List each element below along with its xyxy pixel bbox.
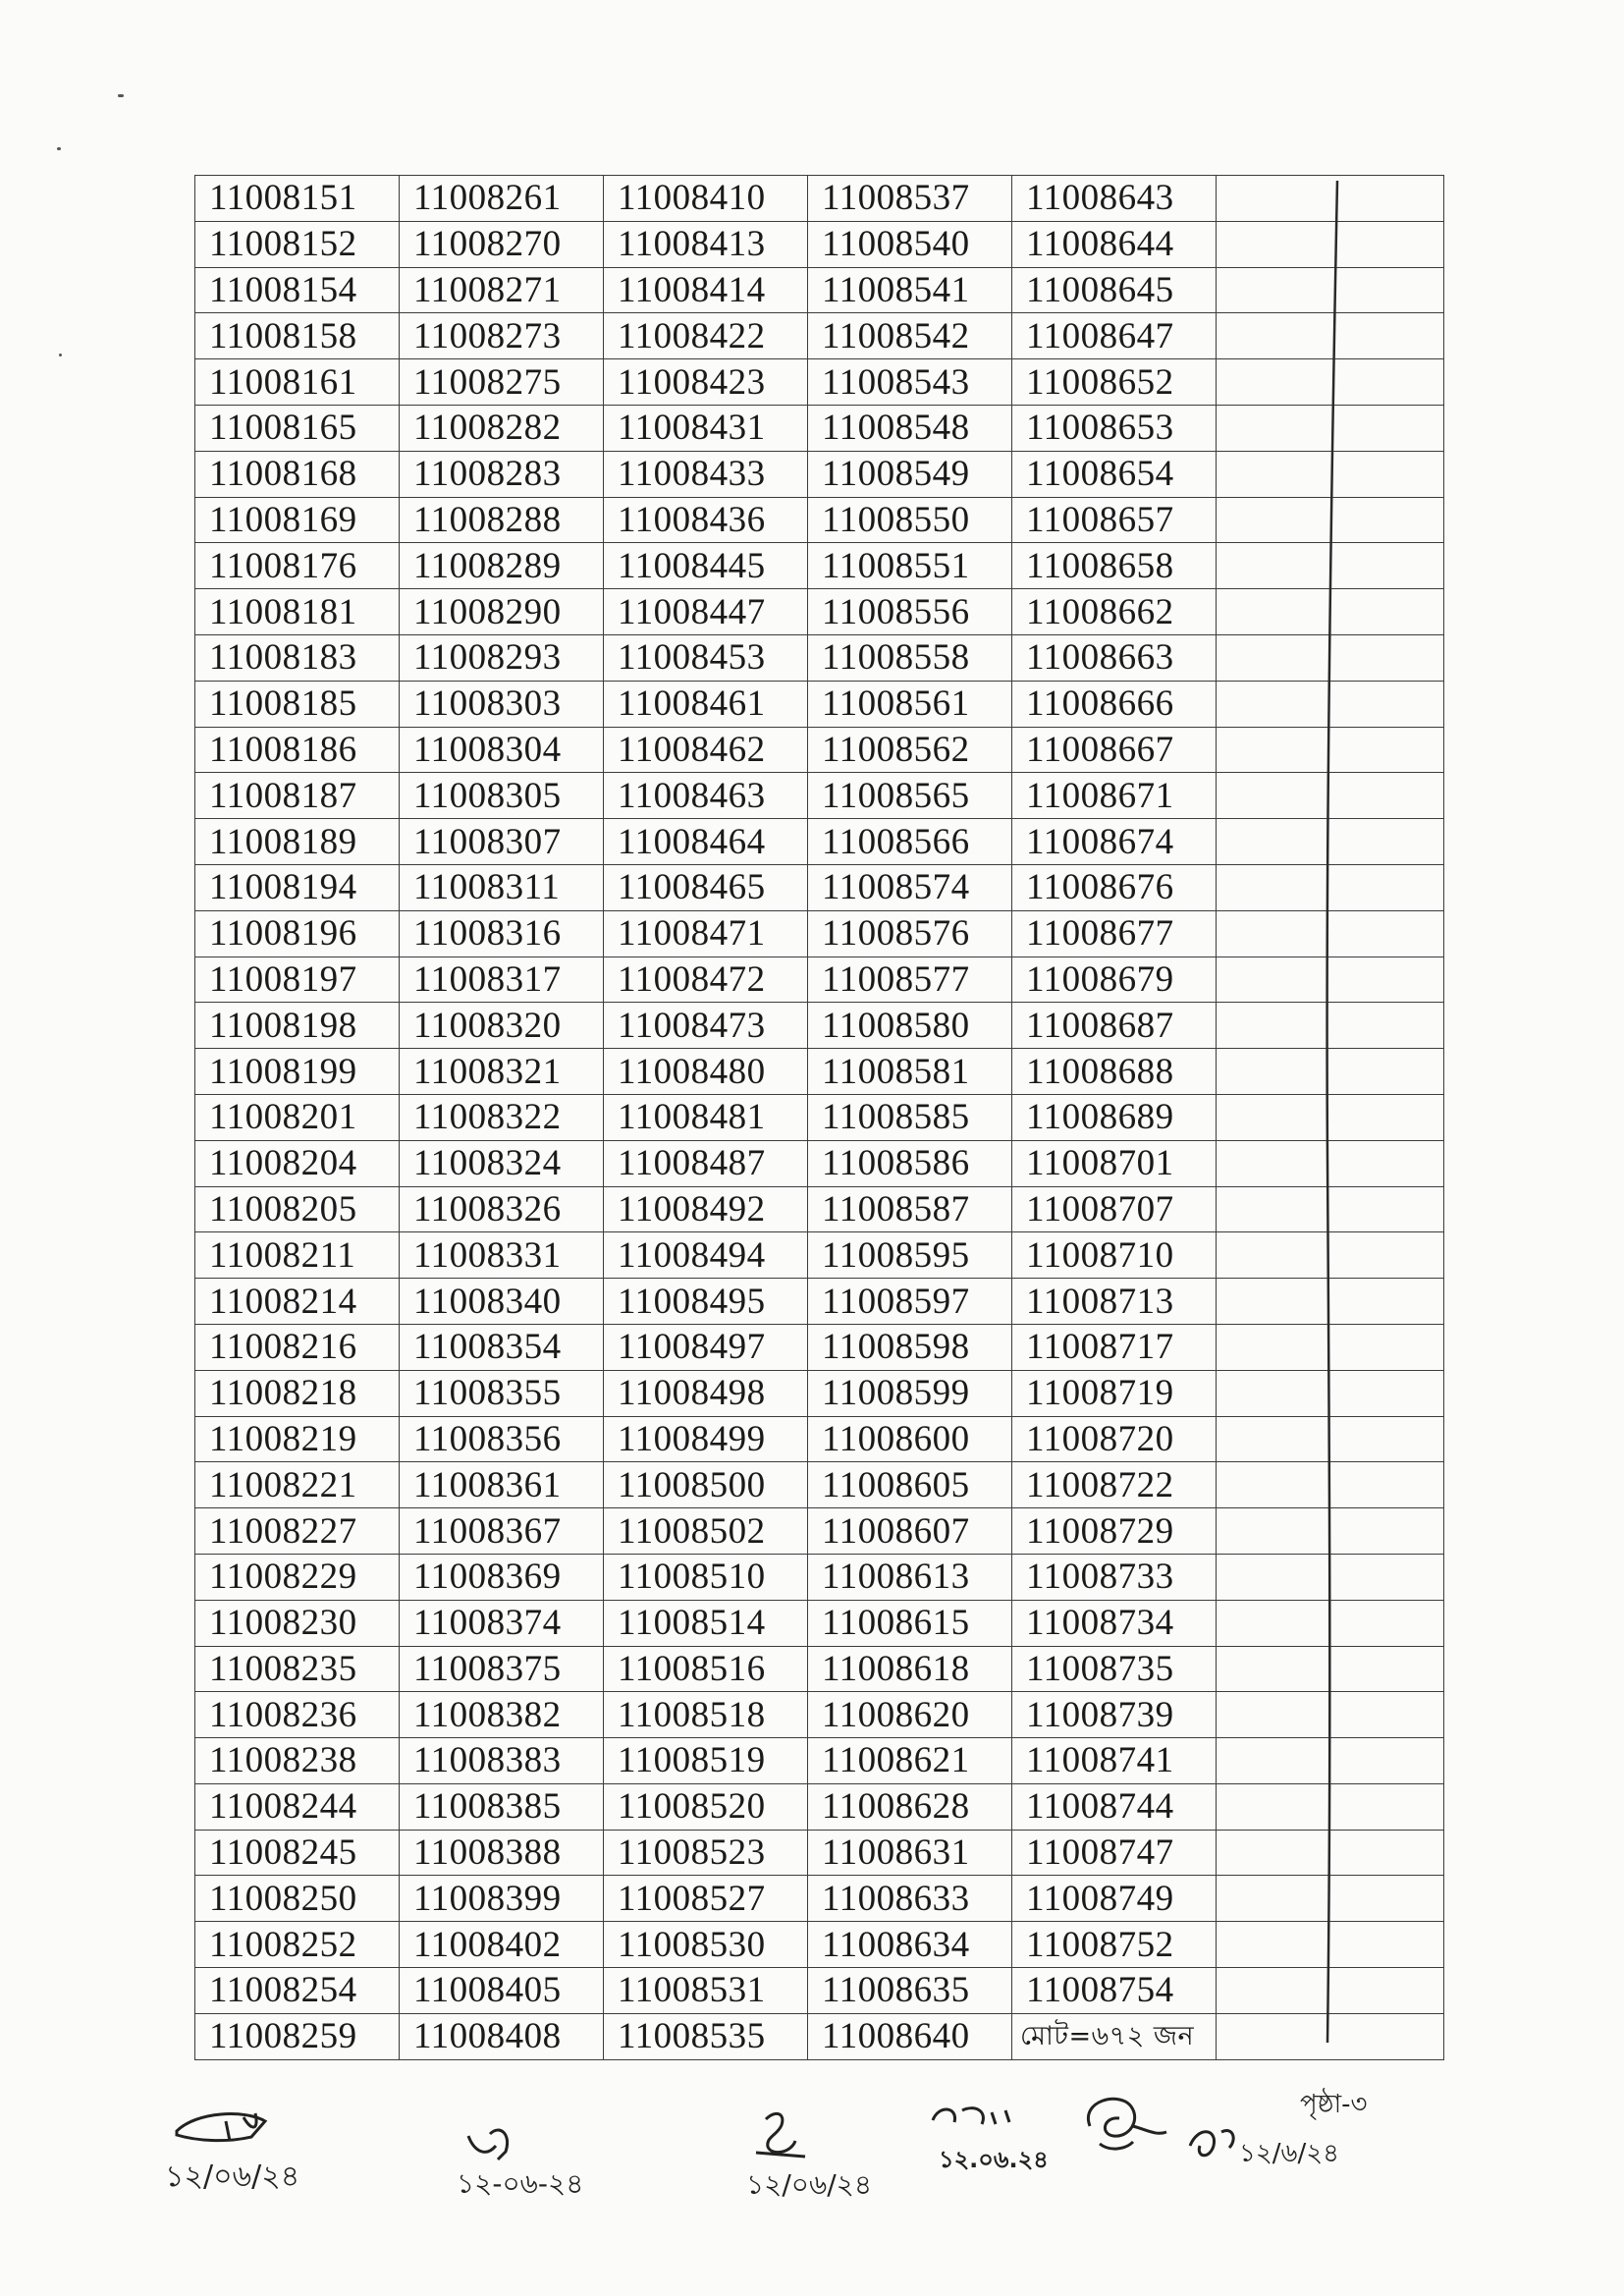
roll-number-cell: 11008204 [195,1140,400,1186]
roll-number-cell: 11008549 [808,451,1012,497]
roll-number-cell: 11008186 [195,727,400,773]
roll-number-cell: 11008710 [1012,1232,1217,1279]
roll-number-cell: 11008151 [195,176,400,222]
roll-number-cell: 11008535 [604,2013,808,2059]
roll-number-cell: 11008326 [400,1186,604,1232]
roll-number-cell: 11008481 [604,1094,808,1140]
roll-number-cell: 11008701 [1012,1140,1217,1186]
roll-number-cell: 11008540 [808,221,1012,267]
roll-number-cell: 11008158 [195,313,400,359]
roll-number-cell: 11008354 [400,1324,604,1370]
roll-number-cell: 11008311 [400,864,604,910]
roll-number-cell: 11008433 [604,451,808,497]
roll-number-cell: 11008717 [1012,1324,1217,1370]
handwritten-signature [1070,2087,1188,2175]
roll-number-cell: 11008227 [195,1508,400,1555]
roll-number-cell: 11008254 [195,1968,400,2014]
roll-number-cell: 11008197 [195,957,400,1003]
roll-number-cell: 11008581 [808,1049,1012,1095]
roll-number-cell: 11008282 [400,405,604,451]
roll-number-cell: 11008551 [808,543,1012,589]
roll-number-cell: 11008245 [195,1830,400,1876]
table-row [195,1922,1444,1968]
table-row [195,589,1444,635]
roll-number-cell: 11008565 [808,773,1012,819]
roll-number-cell: 11008677 [1012,910,1217,957]
roll-number-cell: 11008293 [400,634,604,681]
handwritten-signature [447,2116,663,2205]
roll-number-cell: 11008688 [1012,1049,1217,1095]
roll-number-cell: 11008497 [604,1324,808,1370]
roll-number-cell: 11008514 [604,1600,808,1646]
roll-number-cell: 11008607 [808,1508,1012,1555]
roll-number-cell: 11008631 [808,1830,1012,1876]
roll-number-cell: 11008340 [400,1279,604,1325]
roll-number-cell: 11008556 [808,589,1012,635]
roll-number-cell: 11008201 [195,1094,400,1140]
roll-number-cell: 11008487 [604,1140,808,1186]
roll-number-cell: 11008633 [808,1876,1012,1922]
roll-number-cell: 11008465 [604,864,808,910]
roll-number-cell: 11008647 [1012,313,1217,359]
table-row [195,1049,1444,1095]
signature-date: ১২-০৬-২৪ [457,2167,584,2200]
roll-number-cell: 11008413 [604,221,808,267]
roll-number-cell: 11008719 [1012,1370,1217,1416]
roll-number-cell: 11008408 [400,2013,604,2059]
roll-number-cell: 11008320 [400,1003,604,1049]
roll-number-cell: 11008199 [195,1049,400,1095]
roll-number-cell: 11008321 [400,1049,604,1095]
roll-number-cell: 11008720 [1012,1416,1217,1462]
table-row [195,221,1444,267]
roll-number-cell: 11008369 [400,1554,604,1600]
roll-number-cell: 11008385 [400,1783,604,1830]
table-row [195,1968,1444,2014]
roll-number-cell: 11008576 [808,910,1012,957]
roll-number-cell: 11008654 [1012,451,1217,497]
roll-number-cell: 11008586 [808,1140,1012,1186]
roll-number-cell: 11008495 [604,1279,808,1325]
roll-number-cell: 11008735 [1012,1646,1217,1692]
roll-number-cell: 11008550 [808,497,1012,543]
table-row [195,957,1444,1003]
roll-number-cell: 11008707 [1012,1186,1217,1232]
table-row [195,1094,1444,1140]
table-row [195,1646,1444,1692]
roll-number-cell: 11008238 [195,1738,400,1784]
roll-number-cell: 11008605 [808,1462,1012,1508]
roll-number-cell: 11008595 [808,1232,1012,1279]
table-row [195,1416,1444,1462]
handwritten-signature [1178,2106,1384,2185]
roll-number-cell: 11008423 [604,359,808,406]
roll-number-cell: 11008729 [1012,1508,1217,1555]
roll-number-cell: 11008259 [195,2013,400,2059]
roll-number-cell: 11008620 [808,1692,1012,1738]
roll-number-cell: 11008198 [195,1003,400,1049]
roll-number-cell: 11008275 [400,359,604,406]
roll-number-cell: 11008494 [604,1232,808,1279]
roll-number-cell: 11008558 [808,634,1012,681]
roll-number-cell: 11008520 [604,1783,808,1830]
roll-number-cell: 11008322 [400,1094,604,1140]
roll-number-cell: 11008643 [1012,176,1217,222]
roll-number-cell: 11008374 [400,1600,604,1646]
roll-number-cell: 11008613 [808,1554,1012,1600]
roll-number-cell: 11008461 [604,681,808,727]
roll-table-body [195,176,1444,2060]
table-row [195,176,1444,222]
roll-number-cell: 11008463 [604,773,808,819]
roll-number-cell: 11008618 [808,1646,1012,1692]
handwritten-signature [157,2092,334,2200]
total-count-cell: মোট=৬৭২ জন [1012,2013,1217,2059]
roll-number-cell: 11008519 [604,1738,808,1784]
roll-number-cell: 11008733 [1012,1554,1217,1600]
roll-number-cell: 11008410 [604,176,808,222]
roll-number-cell: 11008161 [195,359,400,406]
roll-number-cell: 11008307 [400,819,604,865]
roll-number-cell: 11008676 [1012,864,1217,910]
roll-number-cell: 11008713 [1012,1279,1217,1325]
table-row [195,1140,1444,1186]
scan-speck [118,94,124,97]
table-row [195,773,1444,819]
roll-number-cell: 11008431 [604,405,808,451]
roll-number-cell: 11008289 [400,543,604,589]
roll-number-cell: 11008752 [1012,1922,1217,1968]
roll-number-cell: 11008754 [1012,1968,1217,2014]
table-row [195,1783,1444,1830]
roll-number-cell: 11008181 [195,589,400,635]
table-row [195,864,1444,910]
roll-number-cell: 11008230 [195,1600,400,1646]
roll-number-cell: 11008543 [808,359,1012,406]
table-row [195,681,1444,727]
table-row [195,1876,1444,1922]
roll-number-cell: 11008510 [604,1554,808,1600]
signature-date: ১২/০৬/২৪ [165,2159,300,2194]
roll-number-cell: 11008464 [604,819,808,865]
table-row [195,1508,1444,1555]
roll-number-cell: 11008523 [604,1830,808,1876]
roll-number-cell: 11008516 [604,1646,808,1692]
roll-number-cell: 11008445 [604,543,808,589]
roll-number-cell: 11008473 [604,1003,808,1049]
roll-number-cell: 11008542 [808,313,1012,359]
roll-number-cell: 11008271 [400,267,604,313]
table-row [195,405,1444,451]
roll-number-cell: 11008316 [400,910,604,957]
roll-number-cell: 11008361 [400,1462,604,1508]
roll-number-cell: 11008453 [604,634,808,681]
table-row [195,497,1444,543]
roll-number-cell: 11008598 [808,1324,1012,1370]
table-row [195,2013,1444,2059]
roll-number-cell: 11008317 [400,957,604,1003]
roll-number-cell: 11008566 [808,819,1012,865]
roll-number-cell: 11008304 [400,727,604,773]
roll-number-cell: 11008537 [808,176,1012,222]
table-row [195,1554,1444,1600]
roll-number-cell: 11008189 [195,819,400,865]
table-row [195,359,1444,406]
roll-number-cell: 11008652 [1012,359,1217,406]
roll-number-cell: 11008168 [195,451,400,497]
roll-number-cell: 11008436 [604,497,808,543]
roll-number-cell: 11008599 [808,1370,1012,1416]
roll-number-cell: 11008722 [1012,1462,1217,1508]
roll-number-cell: 11008531 [604,1968,808,2014]
scan-speck [59,354,62,356]
roll-number-cell: 11008219 [195,1416,400,1462]
page-number-label: পৃষ্ঠা-৩ [1300,2090,1368,2119]
roll-number-cell: 11008561 [808,681,1012,727]
table-row [195,1600,1444,1646]
roll-number-cell: 11008383 [400,1738,604,1784]
roll-number-cell: 11008674 [1012,819,1217,865]
roll-number-cell: 11008402 [400,1922,604,1968]
roll-number-cell: 11008414 [604,267,808,313]
roll-number-cell: 11008152 [195,221,400,267]
table-row [195,267,1444,313]
table-row [195,1370,1444,1416]
roll-number-cell: 11008356 [400,1416,604,1462]
signature-date: ১২/০৬/২৪ [746,2168,873,2201]
roll-number-cell: 11008679 [1012,957,1217,1003]
roll-number-cell: 11008422 [604,313,808,359]
scan-speck [57,147,61,150]
roll-number-cell: 11008462 [604,727,808,773]
roll-number-cell: 11008580 [808,1003,1012,1049]
roll-number-cell: 11008261 [400,176,604,222]
roll-number-cell: 11008244 [195,1783,400,1830]
roll-number-cell: 11008615 [808,1600,1012,1646]
roll-number-cell: 11008574 [808,864,1012,910]
roll-number-cell: 11008273 [400,313,604,359]
roll-number-cell: 11008236 [195,1692,400,1738]
roll-number-cell: 11008562 [808,727,1012,773]
roll-number-cell: 11008194 [195,864,400,910]
roll-number-cell: 11008666 [1012,681,1217,727]
roll-number-cell: 11008211 [195,1232,400,1279]
roll-number-cell: 11008270 [400,221,604,267]
table-row [195,543,1444,589]
roll-number-cell: 11008492 [604,1186,808,1232]
roll-number-cell: 11008324 [400,1140,604,1186]
table-row [195,1186,1444,1232]
roll-number-cell: 11008689 [1012,1094,1217,1140]
table-row [195,634,1444,681]
roll-number-cell: 11008216 [195,1324,400,1370]
roll-number-cell: 11008663 [1012,634,1217,681]
roll-number-cell: 11008500 [604,1462,808,1508]
roll-number-cell: 11008518 [604,1692,808,1738]
signature-date: ১২/৬/২৪ [1239,2139,1339,2168]
roll-number-cell: 11008303 [400,681,604,727]
table-row [195,819,1444,865]
table-row [195,727,1444,773]
handwritten-vertical-line [1316,179,1345,2045]
roll-number-cell: 11008667 [1012,727,1217,773]
roll-number-cell: 11008472 [604,957,808,1003]
roll-number-cell: 11008154 [195,267,400,313]
roll-number-cell: 11008645 [1012,267,1217,313]
roll-number-cell: 11008480 [604,1049,808,1095]
roll-number-cell: 11008187 [195,773,400,819]
roll-number-cell: 11008635 [808,1968,1012,2014]
roll-number-cell: 11008252 [195,1922,400,1968]
roll-number-table [194,175,1444,2060]
roll-number-cell: 11008399 [400,1876,604,1922]
roll-number-cell: 11008585 [808,1094,1012,1140]
roll-number-cell: 11008196 [195,910,400,957]
roll-number-cell: 11008229 [195,1554,400,1600]
roll-number-cell: 11008662 [1012,589,1217,635]
roll-number-cell: 11008183 [195,634,400,681]
roll-number-cell: 11008548 [808,405,1012,451]
roll-number-cell: 11008288 [400,497,604,543]
table-row [195,1692,1444,1738]
roll-number-cell: 11008388 [400,1830,604,1876]
roll-number-cell: 11008577 [808,957,1012,1003]
roll-number-cell: 11008597 [808,1279,1012,1325]
roll-number-cell: 11008205 [195,1186,400,1232]
roll-number-cell: 11008214 [195,1279,400,1325]
table-row [195,1830,1444,1876]
table-row [195,1738,1444,1784]
roll-number-cell: 11008657 [1012,497,1217,543]
table-row [195,1003,1444,1049]
roll-number-cell: 11008530 [604,1922,808,1968]
roll-number-cell: 11008621 [808,1738,1012,1784]
roll-number-cell: 11008221 [195,1462,400,1508]
roll-number-cell: 11008741 [1012,1738,1217,1784]
roll-number-cell: 11008502 [604,1508,808,1555]
signature-date: ১২.০৬.২৪ [939,2146,1049,2173]
roll-number-cell: 11008600 [808,1416,1012,1462]
roll-number-cell: 11008331 [400,1232,604,1279]
roll-number-cell: 11008305 [400,773,604,819]
roll-number-cell: 11008653 [1012,405,1217,451]
roll-number-cell: 11008169 [195,497,400,543]
table-row [195,910,1444,957]
roll-number-cell: 11008744 [1012,1783,1217,1830]
table-row [195,1324,1444,1370]
roll-number-cell: 11008250 [195,1876,400,1922]
roll-number-cell: 11008687 [1012,1003,1217,1049]
roll-number-cell: 11008375 [400,1646,604,1692]
roll-number-cell: 11008541 [808,267,1012,313]
handwritten-signature [736,2102,903,2210]
roll-number-cell: 11008739 [1012,1692,1217,1738]
roll-number-cell: 11008235 [195,1646,400,1692]
roll-number-cell: 11008734 [1012,1600,1217,1646]
roll-number-cell: 11008671 [1012,773,1217,819]
roll-number-cell: 11008644 [1012,221,1217,267]
roll-number-cell: 11008176 [195,543,400,589]
roll-number-cell: 11008747 [1012,1830,1217,1876]
table-row [195,1232,1444,1279]
handwritten-signature [923,2097,1070,2185]
roll-number-cell: 11008499 [604,1416,808,1462]
roll-number-cell: 11008749 [1012,1876,1217,1922]
roll-number-cell: 11008218 [195,1370,400,1416]
roll-number-cell: 11008498 [604,1370,808,1416]
roll-number-cell: 11008658 [1012,543,1217,589]
roll-number-cell: 11008283 [400,451,604,497]
roll-number-cell: 11008587 [808,1186,1012,1232]
roll-number-cell: 11008405 [400,1968,604,2014]
roll-number-cell: 11008640 [808,2013,1012,2059]
roll-number-cell: 11008634 [808,1922,1012,1968]
roll-number-cell: 11008382 [400,1692,604,1738]
table-row [195,1279,1444,1325]
roll-number-cell: 11008290 [400,589,604,635]
roll-number-cell: 11008367 [400,1508,604,1555]
roll-number-cell: 11008628 [808,1783,1012,1830]
table-row [195,313,1444,359]
table-row [195,1462,1444,1508]
roll-number-cell: 11008185 [195,681,400,727]
roll-number-cell: 11008355 [400,1370,604,1416]
roll-number-cell: 11008471 [604,910,808,957]
roll-number-cell: 11008447 [604,589,808,635]
roll-number-cell: 11008165 [195,405,400,451]
table-row [195,451,1444,497]
roll-number-cell: 11008527 [604,1876,808,1922]
